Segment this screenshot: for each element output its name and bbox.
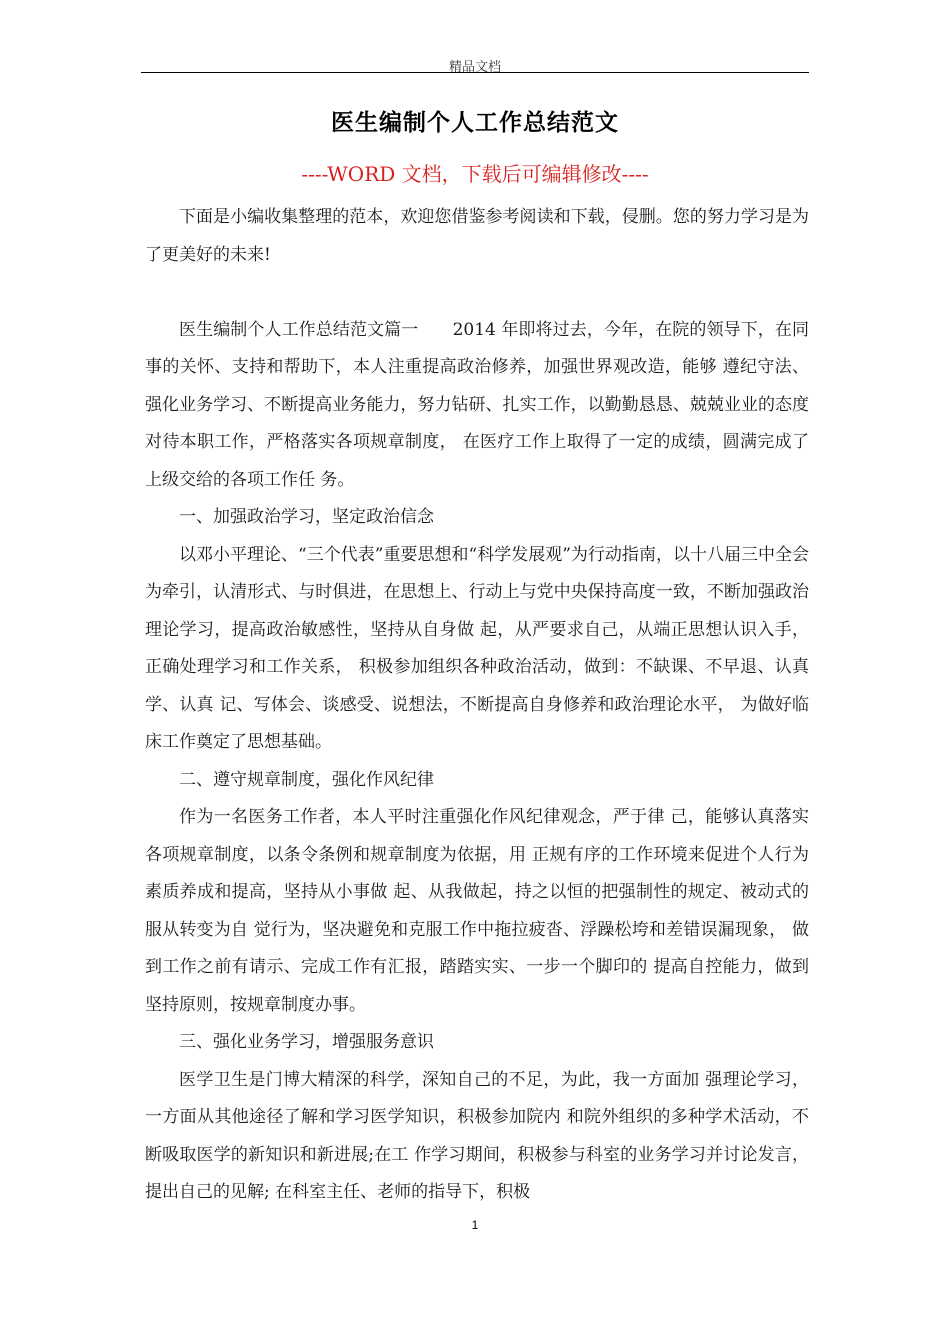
- section-heading: 二、遵守规章制度，强化作风纪律: [179, 769, 434, 790]
- section-heading: 一、加强政治学习，坚定政治信念: [179, 507, 434, 527]
- document-body: [145, 199, 809, 1212]
- body-paragraph: 医生编制个人工作总结范文篇一 2014 年即将过去，今年，在院的领导下，在同事的关怀、支持和帮助下，本人注重提高政治修养，加强世界观改造，能够 遵纪守法、强化业务学习、不断提高业务能力，努力钻研、扎实工作，以勤勤恳恳、兢兢业业的态度对待本职工作，严格落实各项规章制度， 在医疗工作上取得了一定的成绩，圆满完成了上级交给的各项工作任 务。: [145, 319, 809, 490]
- body-paragraph: 医学卫生是门博大精深的科学，深知自己的不足，为此，我一方面加 强理论学习，一方面从其他途径了解和学习医学知识，积极参加院内 和院外组织的多种学术活动，不断吸取医学的新知识和新进展;在工 作学习期间，积极参与科室的业务学习并讨论发言，提出自己的见解; 在科室主任、老师的指导下，积极: [145, 1069, 809, 1202]
- intro-paragraph: 下面是小编收集整理的范本，欢迎您借鉴参考阅读和下载，侵删。您的努力学习是为了更美好的未来!: [145, 207, 809, 265]
- header-divider: [141, 72, 809, 73]
- document-subtitle: ----WORD 文档，下载后可编辑修改----: [301, 162, 649, 186]
- header-label: 精品文档: [448, 60, 501, 75]
- section-heading: 三、强化业务学习，增强服务意识: [179, 1032, 434, 1052]
- body-paragraph: 以邓小平理论、“三个代表”重要思想和“科学发展观”为行动指南，以十八届三中全会为牵引，认清形式、与时俱进，在思想上、行动上与党中央保持高度一致，不断加强政治理论学习，提高政治敏感性，坚持从自身做 起，从严要求自己，从端正思想认识入手，正确处理学习和工作关系， 积极参加组织各种政治活动，做到：不缺课、不早退、认真学、认真 记、写体会、谈感受、说想法，不断提高自身修养和政治理论水平， 为做好临床工作奠定了思想基础。: [145, 544, 809, 752]
- document-title: 医生编制个人工作总结范文: [331, 109, 619, 136]
- page-number: 1: [471, 1218, 479, 1232]
- body-paragraph: 作为一名医务工作者，本人平时注重强化作风纪律观念，严于律 己，能够认真落实各项规章制度，以条令条例和规章制度为依据，用 正规有序的工作环境来促进个人行为素质养成和提高，坚持从小事做 起、从我做起，持之以恒的把强制性的规定、被动式的服从转变为自 觉行为，坚决避免和克服工作中拖拉疲沓、浮躁松垮和差错误漏现象， 做到工作之前有请示、完成工作有汇报，踏踏实实、一步一个脚印的 提高自控能力，做到坚持原则，按规章制度办事。: [145, 807, 809, 1015]
